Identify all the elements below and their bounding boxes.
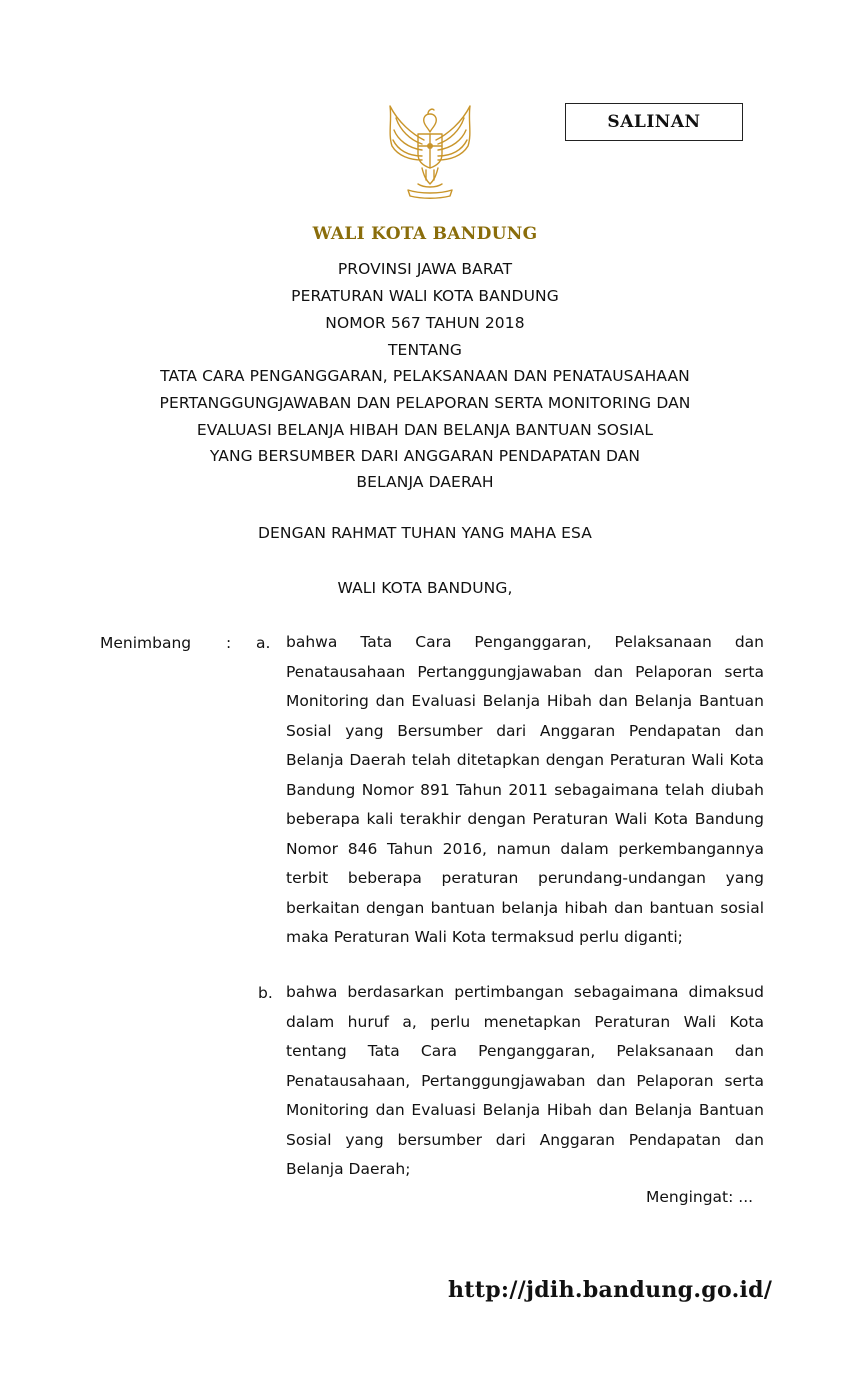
footer-url[interactable]: http://jdih.bandung.go.id/ xyxy=(448,1277,773,1303)
authority-line: WALI KOTA BANDUNG, xyxy=(337,579,513,597)
considering-label: Menimbang xyxy=(100,634,192,652)
garuda-emblem-icon xyxy=(378,100,482,200)
considering-colon: : xyxy=(226,634,232,652)
considering-item-a: bahwa Tata Cara Penganggaran, Pelaksanaan dan Penatausahaan Pertanggungjawaban dan Pelaporan serta Monitoring dan Evaluasi Belanja Hibah dan Belanja Bantuan Sosial yang Bersumber dari Anggaran Pendapatan dan Belanja Daerah telah ditetapkan dengan Peraturan Wali Kota Bandung Nomor 891 Tahun 2011 sebagaimana telah diubah beberapa kali terakhir dengan Peraturan Wali Kota Bandung Nomor 846 Tahun 2016, namun dalam perkembangannya terbit beberapa peraturan perundang-undangan yang berkaitan dengan bantuan belanja hibah dan bantuan sosial maka Peraturan Wali Kota termaksud perlu diganti; xyxy=(286,633,764,946)
about-line: TENTANG xyxy=(387,341,463,359)
considering-item-b: bahwa berdasarkan pertimbangan sebagaimana dimaksud dalam huruf a, perlu menetapkan Peraturan Wali Kota tentang Tata Cara Penganggaran, Pelaksanaan dan Penatausahaan, Pertanggungjawaban dan Pelaporan serta Monitoring dan Evaluasi Belanja Hibah dan Belanja Bantuan Sosial yang bersumber dari Anggaran Pendapatan dan Belanja Daerah; xyxy=(286,983,764,1178)
subject-line: PERTANGGUNGJAWABAN DAN PELAPORAN SERTA MONITORING DAN xyxy=(159,394,691,412)
subject-line: YANG BERSUMBER DARI ANGGARAN PENDAPATAN DAN xyxy=(209,447,641,465)
subject-line: TATA CARA PENGANGGARAN, PELAKSANAAN DAN PENATAUSAHAAN xyxy=(160,367,690,385)
issuer-title: WALI KOTA BANDUNG xyxy=(312,224,538,244)
province-line: PROVINSI JAWA BARAT xyxy=(337,260,513,278)
item-marker-b: b. xyxy=(258,984,273,1002)
subject-line: EVALUASI BELANJA HIBAH DAN BELANJA BANTUAN SOSIAL xyxy=(196,421,654,439)
number-line: NOMOR 567 TAHUN 2018 xyxy=(325,314,525,332)
continuation-note: Mengingat: ... xyxy=(646,1188,754,1206)
item-marker-a: a. xyxy=(256,634,271,652)
regulation-line: PERATURAN WALI KOTA BANDUNG xyxy=(291,287,559,305)
subject-line: BELANJA DAERAH xyxy=(356,473,494,491)
blessing-line: DENGAN RAHMAT TUHAN YANG MAHA ESA xyxy=(257,524,592,542)
salinan-stamp: SALINAN xyxy=(565,103,743,141)
